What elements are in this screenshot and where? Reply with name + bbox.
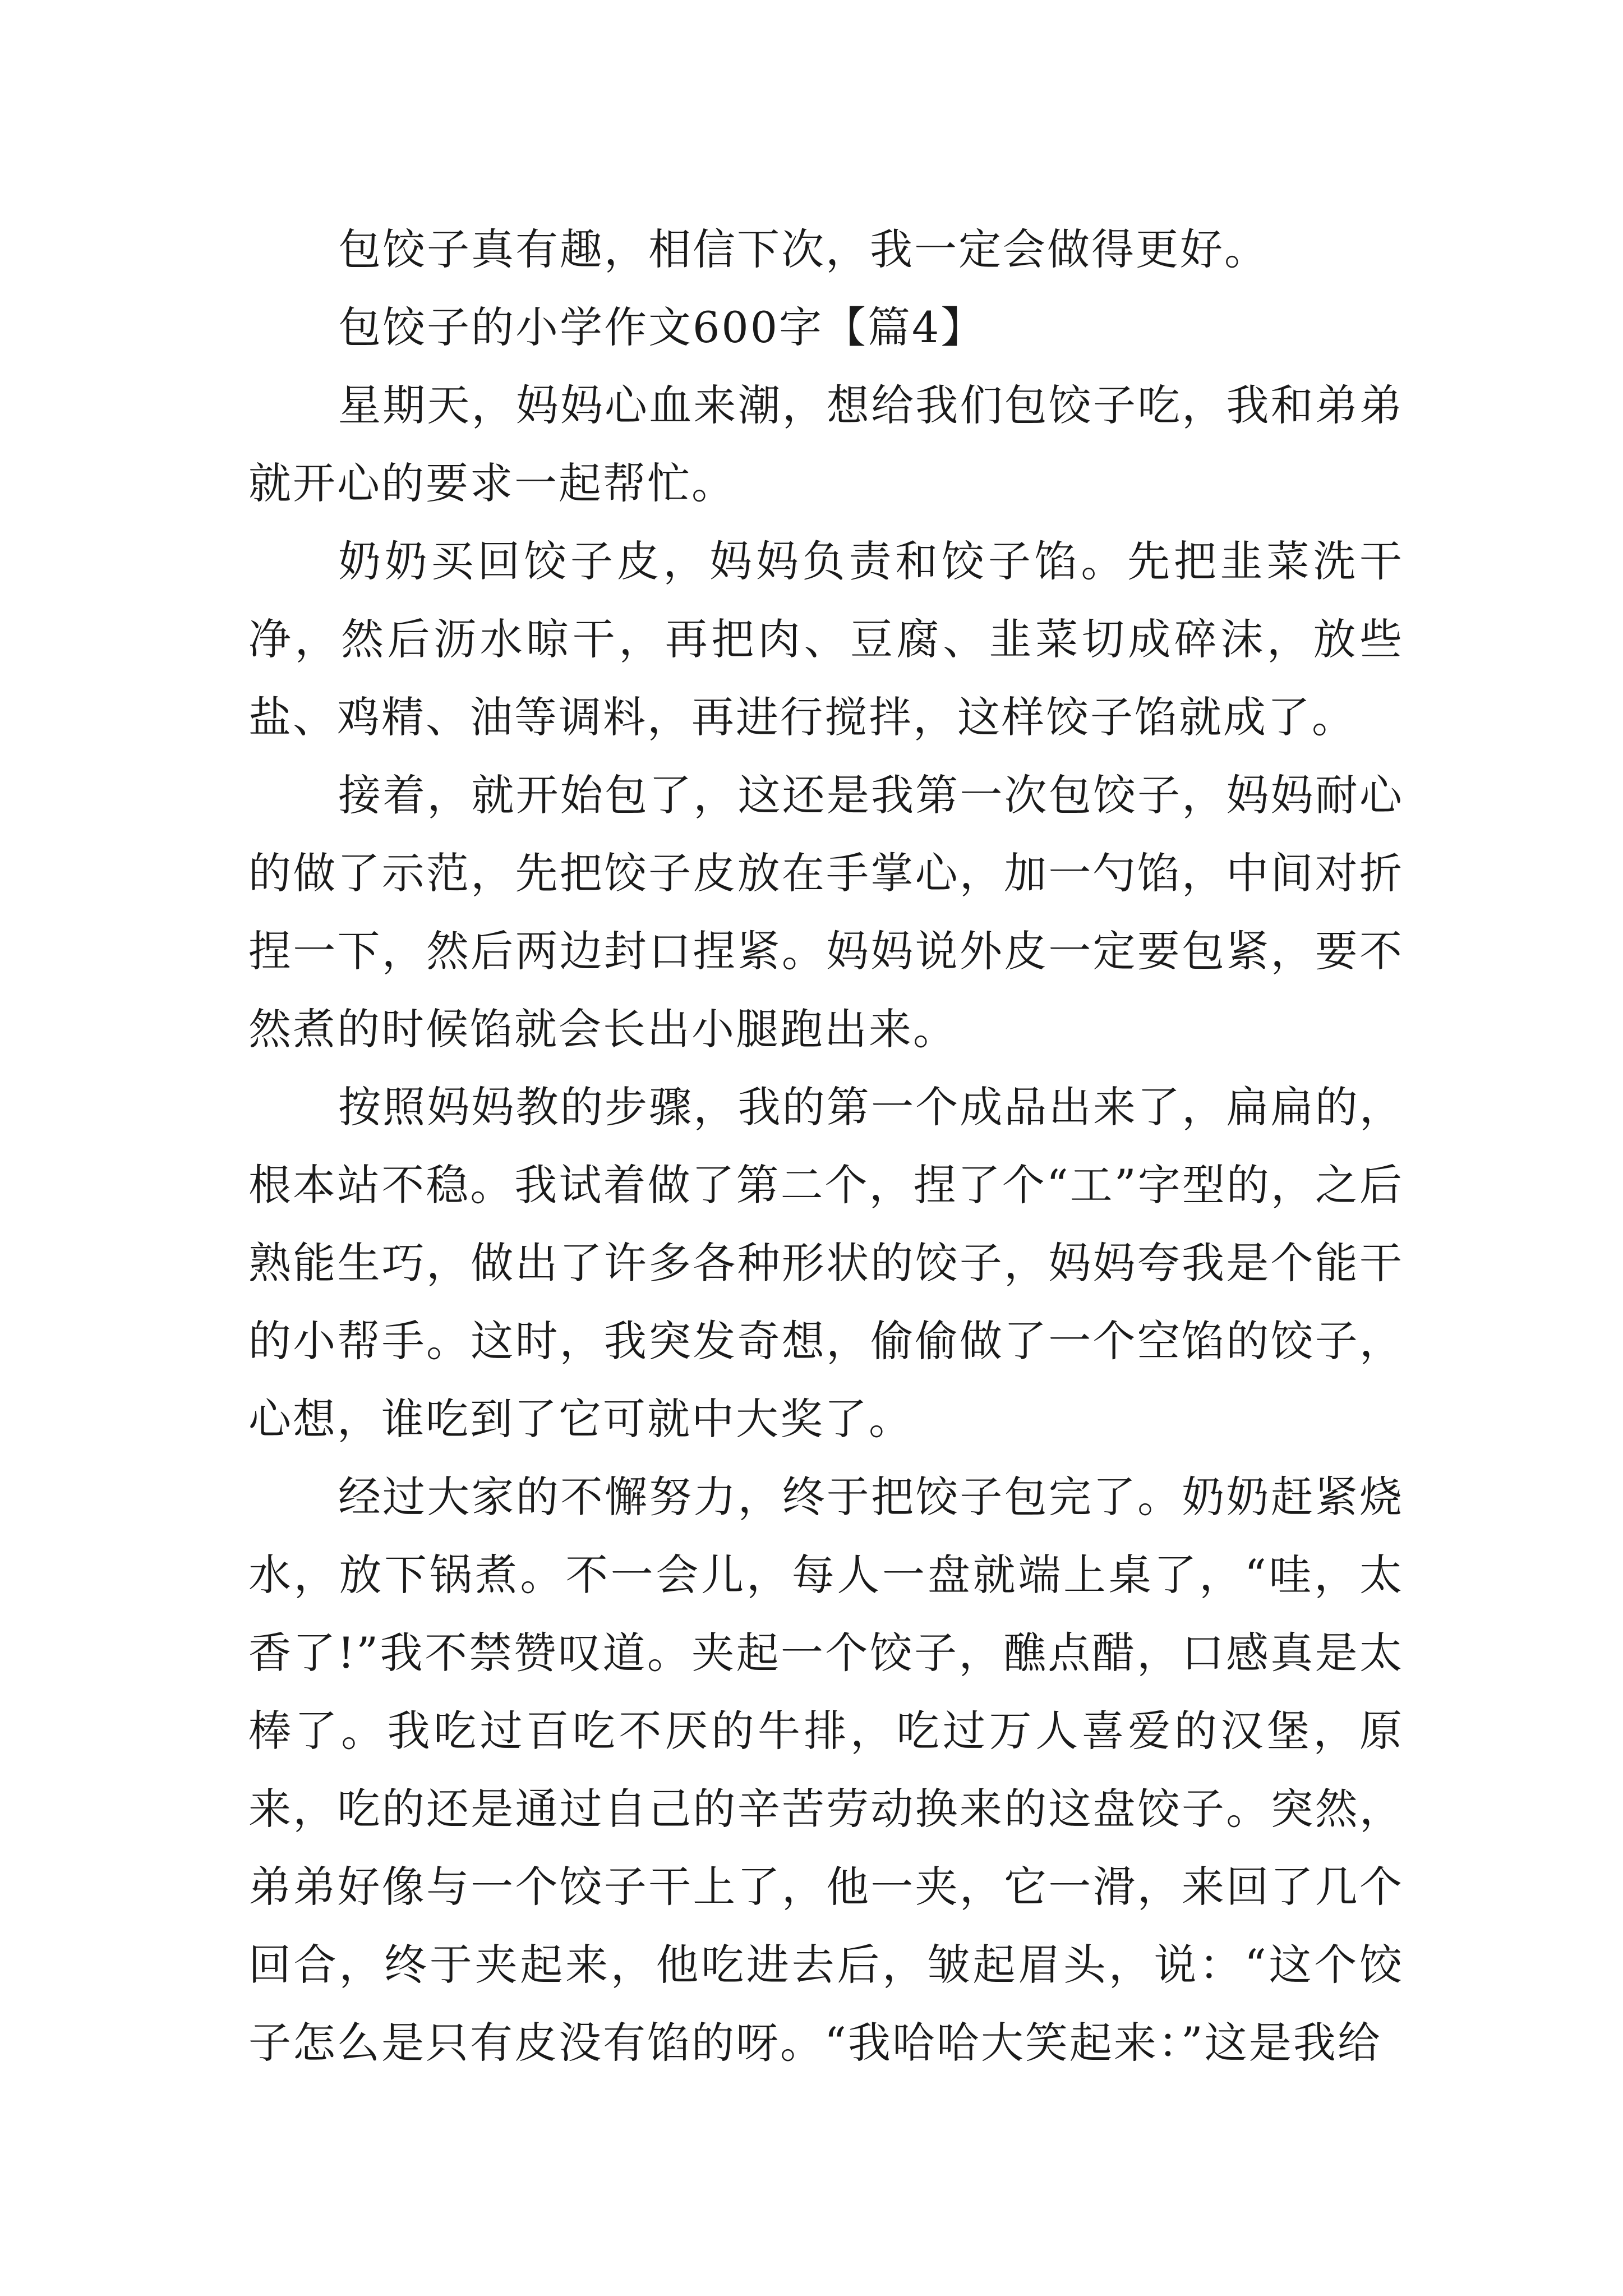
paragraph-eating: 经过大家的不懈努力，终于把饺子包完了。奶奶赶紧烧水，放下锅煮。不一会儿，每人一盘就端上桌了，“哇，太香了!”我不禁赞叹道。夹起一个饺子，醮点醋，口感真是太棒了。我吃过百吃不厌的牛排，吃过万人喜爱的汉堡，原来，吃的还是通过自己的辛苦劳动换来的这盘饺子。突然，弟弟好像与一个饺子干上了，他一夹，它一滑，来回了几个回合，终于夹起来，他吃进去后，皱起眉头，说：“这个饺子怎么是只有皮没有馅的呀。“我哈哈大笑起来：”这是我给 <box>248 1472 1404 2068</box>
document-body <box>248 210 1404 2082</box>
paragraph-intro: 星期天，妈妈心血来潮，想给我们包饺子吃，我和弟弟就开心的要求一起帮忙。 <box>248 380 1404 508</box>
paragraph-filling: 奶奶买回饺子皮，妈妈负责和饺子馅。先把韭菜洗干净，然后沥水晾干，再把肉、豆腐、韭菜切成碎沫，放些盐、鸡精、油等调料，再进行搅拌，这样饺子馅就成了。 <box>248 536 1404 742</box>
section-heading: 包饺子的小学作文600字【篇4】 <box>338 302 985 352</box>
paragraph-wrapping: 接着，就开始包了，这还是我第一次包饺子，妈妈耐心的做了示范，先把饺子皮放在手掌心，加一勺馅，中间对折捏一下，然后两边封口捏紧。妈妈说外皮一定要包紧，要不然煮的时候馅就会长出小腿跑出来。 <box>248 770 1404 1054</box>
paragraph-first-attempt: 按照妈妈教的步骤，我的第一个成品出来了，扁扁的，根本站不稳。我试着做了第二个，捏了个“工”字型的，之后熟能生巧，做出了许多各种形状的饺子，妈妈夸我是个能干的小帮手。这时，我突发奇想，偷偷做了一个空馅的饺子，心想，谁吃到了它可就中大奖了。 <box>248 1082 1404 1444</box>
paragraph-closing: 包饺子真有趣，相信下次，我一定会做得更好。 <box>338 224 1269 274</box>
